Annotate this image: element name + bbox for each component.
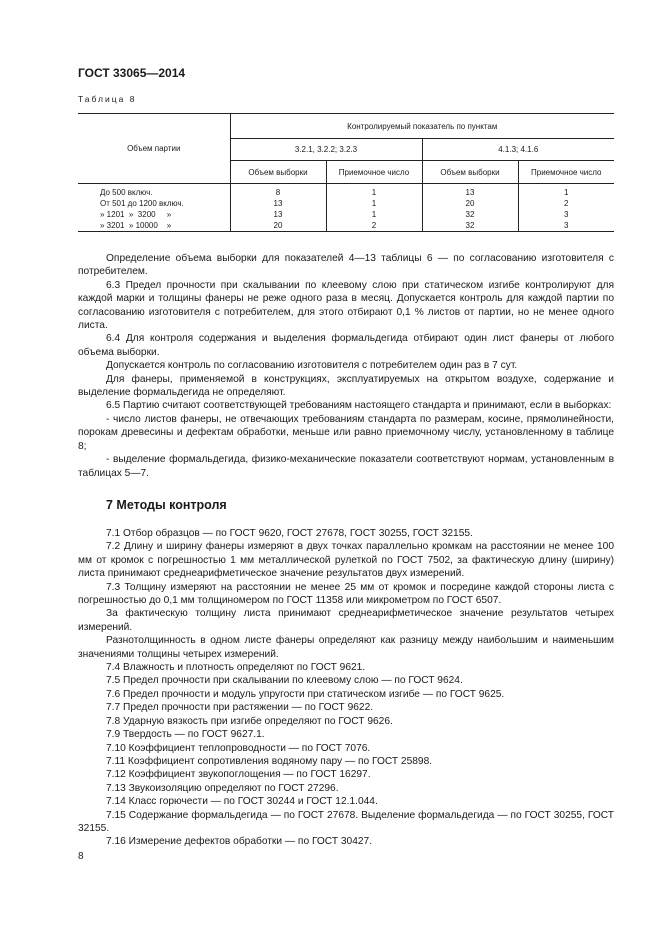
paragraph: 7.16 Измерение дефектов обработки — по ГОСТ 30427.	[106, 836, 373, 848]
table-caption: Таблица 8	[78, 94, 137, 104]
value-cell: 1	[518, 187, 614, 198]
paragraph: 7.11 Коэффициент сопротивления водяному пару — по ГОСТ 25898.	[106, 755, 433, 767]
paragraph: 7.12 Коэффициент звукопоглощения — по ГОСТ 16297.	[106, 769, 371, 781]
value-cell: 3	[518, 209, 614, 220]
value-cell: 13	[230, 198, 326, 209]
table-row	[78, 209, 614, 220]
value-cell: 32	[422, 220, 518, 232]
table-row	[78, 220, 614, 232]
paragraph: 7.7 Предел прочности при растяжении — по ГОСТ 9622.	[106, 702, 374, 714]
paragraph: 7.13 Звукоизоляцию определяют по ГОСТ 27296.	[106, 782, 339, 794]
paragraph: 7.3 Толщину измеряют на расстоянии не менее 25 мм от кромок и посредине каждой стороны листа с погрешностью до 0,1 мм толщиномером по ГОСТ 11358 или микрометром по ГОСТ 6507.	[78, 581, 614, 607]
header-acceptance-1: Приемочное число	[326, 161, 422, 184]
batch-cell: » 3201 » 10000 »	[78, 220, 230, 232]
paragraph: 7.6 Предел прочности и модуль упругости при статическом изгибе — по ГОСТ 9625.	[106, 688, 505, 700]
value-cell: 20	[230, 220, 326, 232]
value-cell: 20	[422, 198, 518, 209]
header-batch-size: Объем партии	[78, 114, 230, 184]
paragraph: Разнотолщинность в одном листе фанеры определяют как разницу между наибольшим и наименьшим значениями толщины четырех измерений.	[78, 635, 614, 660]
page-number: 8	[78, 851, 84, 862]
value-cell: 2	[326, 220, 422, 232]
header-acceptance-2: Приемочное число	[518, 161, 614, 184]
sampling-table	[78, 113, 614, 232]
section-6-text	[78, 252, 614, 480]
value-cell: 1	[326, 209, 422, 220]
value-cell: 13	[422, 187, 518, 198]
value-cell: 2	[518, 198, 614, 209]
paragraph: Допускается контроль по согласованию изготовителя с потребителем один раз в 7 сут.	[106, 360, 518, 372]
batch-cell: От 501 до 1200 включ.	[100, 198, 184, 208]
paragraph: За фактическую толщину листа принимают среднеарифметическое значение результатов четырех измерений.	[78, 608, 614, 633]
batch-cell: До 500 включ.	[100, 187, 153, 197]
list-item: - число листов фанеры, не отвечающих требованиям стандарта по размерам, косине, прямолинейности, порокам древесины и дефектам обработки, меньше или равно приемочному числу, установленному в таблице 8;	[78, 413, 614, 452]
paragraph: 6.3 Предел прочности при скалывании по клеевому слою при статическом изгибе контролируют для каждой марки и толщины фанеры не реже одного раза в месяц. Допускается контроль для каждой партии по согласованию изготовителя с потребителем, для этого отбирают 0,1 % листов от партии, но не менее одного листа.	[78, 279, 614, 332]
paragraph: 7.1 Отбор образцов — по ГОСТ 9620, ГОСТ 27678, ГОСТ 30255, ГОСТ 32155.	[106, 528, 473, 539]
batch-cell: » 1201 » 3200 »	[100, 209, 172, 219]
paragraph: 7.8 Ударную вязкость при изгибе определяют по ГОСТ 9626.	[106, 715, 393, 727]
header-controlled-indicator: Контролируемый показатель по пунктам	[230, 114, 614, 139]
paragraph: 7.9 Твердость — по ГОСТ 9627.1.	[106, 729, 265, 741]
list-item: - выделение формальдегида, физико-механические показатели соответствуют нормам, установленным в таблицах 5—7.	[78, 454, 614, 479]
paragraph: 6.5 Партию считают соответствующей требованиям настоящего стандарта и принимают, если в выборках:	[106, 400, 612, 412]
paragraph: 7.2 Длину и ширину фанеры измеряют в двух точках параллельно кромкам на расстоянии не менее 100 мм от кромок с погрешностью 1 мм металлической рулеткой по ГОСТ 7502, за фактическую длину (ширину) листа принимают среднеарифметическое значение результатов двух измерений.	[78, 541, 614, 580]
header-sample-size-1: Объем выборки	[230, 161, 326, 184]
document-header: ГОСТ 33065—2014	[78, 66, 186, 80]
paragraph: 6.4 Для контроля содержания и выделения формальдегида отбирают один лист фанеры от любого объема выборки.	[78, 333, 614, 358]
section-title-wrap	[78, 499, 614, 512]
table-row	[78, 198, 614, 209]
paragraph: 7.15 Содержание формальдегида — по ГОСТ 27678. Выделение формальдегида — по ГОСТ 30255, ГОСТ 32155.	[78, 809, 614, 834]
value-cell: 8	[230, 187, 326, 198]
paragraph: 7.5 Предел прочности при скалывании по клеевому слою — по ГОСТ 9624.	[106, 675, 463, 687]
section-7-text	[78, 527, 614, 849]
paragraph: Для фанеры, применяемой в конструкциях, эксплуатируемых на открытом воздухе, содержание и выделение формальдегида не определяют.	[78, 373, 614, 399]
value-cell: 1	[326, 198, 422, 209]
value-cell: 13	[230, 209, 326, 220]
paragraph: 7.14 Класс горючести — по ГОСТ 30244 и ГОСТ 12.1.044.	[106, 796, 378, 808]
value-cell: 1	[326, 187, 422, 198]
value-cell: 32	[422, 209, 518, 220]
paragraph: 7.10 Коэффициент теплопроводности — по ГОСТ 7076.	[106, 742, 371, 754]
table-row	[78, 187, 614, 198]
header-sample-size-2: Объем выборки	[422, 161, 518, 184]
header-group-2: 4.1.3; 4.1.6	[422, 139, 614, 161]
value-cell: 3	[518, 220, 614, 232]
paragraph: Определение объема выборки для показателей 4—13 таблицы 6 — по согласованию изготовителя с потребителем.	[78, 253, 614, 278]
paragraph: 7.4 Влажность и плотность определяют по ГОСТ 9621.	[106, 662, 366, 674]
header-group-1: 3.2.1, 3.2.2; 3.2.3	[230, 139, 422, 161]
section-title: 7 Методы контроля	[106, 498, 227, 512]
